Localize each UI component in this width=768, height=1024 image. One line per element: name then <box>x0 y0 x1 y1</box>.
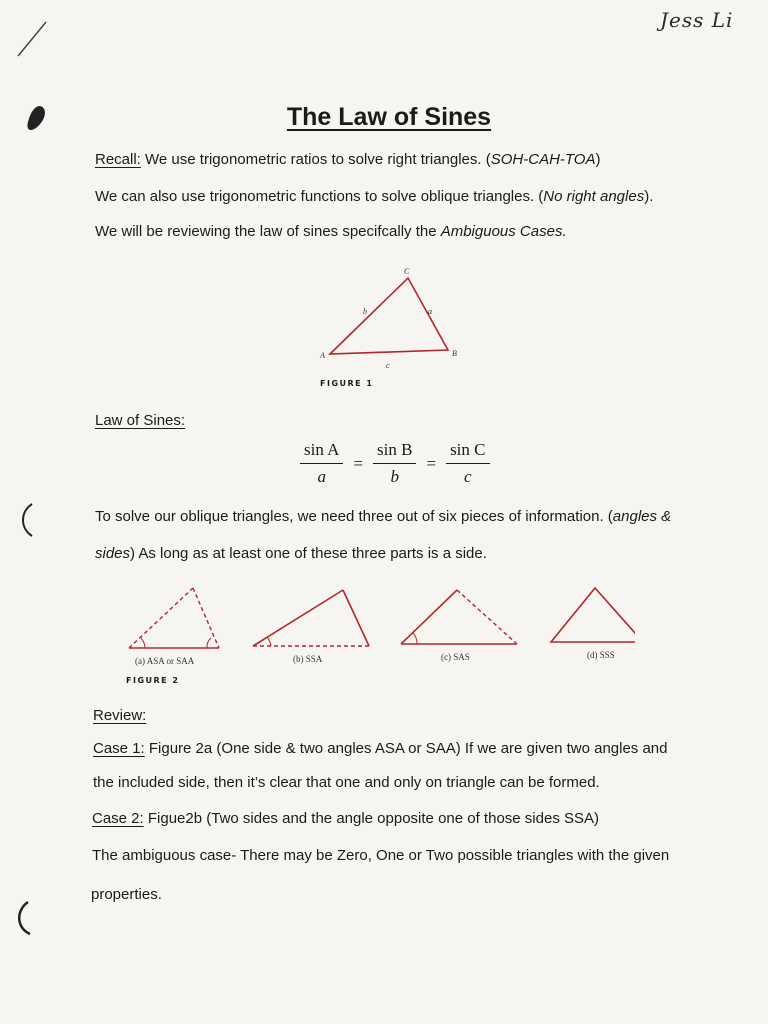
oblique-close: ). <box>644 188 654 205</box>
case2-label: Case 2: <box>92 810 144 827</box>
case1-line <box>93 740 668 757</box>
law-of-sines-formula <box>300 440 490 487</box>
bracket-mark-1 <box>14 500 38 540</box>
fraction-B <box>373 440 416 487</box>
case2-line <box>92 810 599 827</box>
fraction-B-num: sin B <box>373 440 416 464</box>
side-label-c: c <box>386 361 390 370</box>
side-label-a: a <box>428 307 432 316</box>
fraction-C-den: c <box>464 467 472 486</box>
oblique-text: We can also use trigonometric functions to solve oblique triangles. ( <box>95 188 544 205</box>
vertex-label-A: A <box>320 351 325 360</box>
reviewing-text: We will be reviewing the law of sines specifcally the <box>95 223 441 240</box>
equals-sign-2: = <box>426 453 437 473</box>
figure1-caption: FIGURE 1 <box>320 379 374 388</box>
review-label: Review: <box>93 707 147 724</box>
oblique-line <box>95 188 653 205</box>
case2-text: Figue2b (Two sides and the angle opposite one of those sides SSA) <box>143 810 599 827</box>
fraction-C-num: sin C <box>446 440 489 464</box>
recall-italic: SOH-CAH-TOA <box>490 151 596 168</box>
solve-line-2 <box>95 545 487 562</box>
subcaption-ssa: (b) SSA <box>293 654 323 664</box>
oblique-italic: No right angles <box>543 188 645 205</box>
subcaption-sas: (c) SAS <box>441 652 470 662</box>
ambiguous-line-2: properties. <box>91 886 162 903</box>
recall-close: ) <box>595 151 601 168</box>
solve-italic-1: angles & <box>612 508 672 525</box>
triangle-ssa <box>253 590 369 646</box>
page-title: The Law of Sines <box>286 103 492 131</box>
solve-text-2: ) As long as at least one of these three parts is a side. <box>130 545 487 562</box>
subcaption-asa: (a) ASA or SAA <box>135 656 195 666</box>
vertex-label-C: C <box>404 267 410 276</box>
triangle-sss <box>551 588 635 642</box>
recall-text: We use trigonometric ratios to solve right triangles. ( <box>140 151 491 168</box>
vertex-label-B: B <box>452 349 457 358</box>
recall-line <box>95 151 600 168</box>
triangle-sas <box>401 590 517 644</box>
case1-text: Figure 2a (One side & two angles ASA or SAA) If we are given two angles and <box>144 740 668 757</box>
fraction-B-den: b <box>390 467 399 486</box>
figure1-triangle <box>300 262 480 372</box>
slash-mark <box>12 18 52 58</box>
case1-label: Case 1: <box>93 740 145 757</box>
fraction-A-den: a <box>317 467 326 486</box>
reviewing-italic: Ambiguous Cases. <box>440 223 567 240</box>
ambiguous-line-1: The ambiguous case- There may be Zero, One or Two possible triangles with the given <box>92 847 670 864</box>
fraction-C <box>446 440 489 487</box>
equals-sign-1: = <box>353 453 364 473</box>
solve-line-1 <box>95 508 671 525</box>
bracket-mark-2 <box>12 898 36 938</box>
solve-italic-2: sides <box>95 545 131 562</box>
signature: Jess Li <box>660 8 734 32</box>
solve-text-1: To solve our oblique triangles, we need three out of six pieces of information. ( <box>95 508 613 525</box>
figure2-triangles <box>115 580 635 672</box>
recall-label: Recall: <box>95 151 141 168</box>
fraction-A-num: sin A <box>300 440 343 464</box>
case1-line-2: the included side, then it’s clear that one and only on triangle can be formed. <box>93 774 600 791</box>
law-of-sines-label: Law of Sines: <box>95 412 186 429</box>
side-label-b: b <box>363 307 367 316</box>
subcaption-sss: (d) SSS <box>587 650 615 660</box>
reviewing-line <box>95 223 567 240</box>
figure2-caption: FIGURE 2 <box>126 676 180 685</box>
triangle-asa <box>129 588 219 648</box>
fraction-A <box>300 440 343 487</box>
